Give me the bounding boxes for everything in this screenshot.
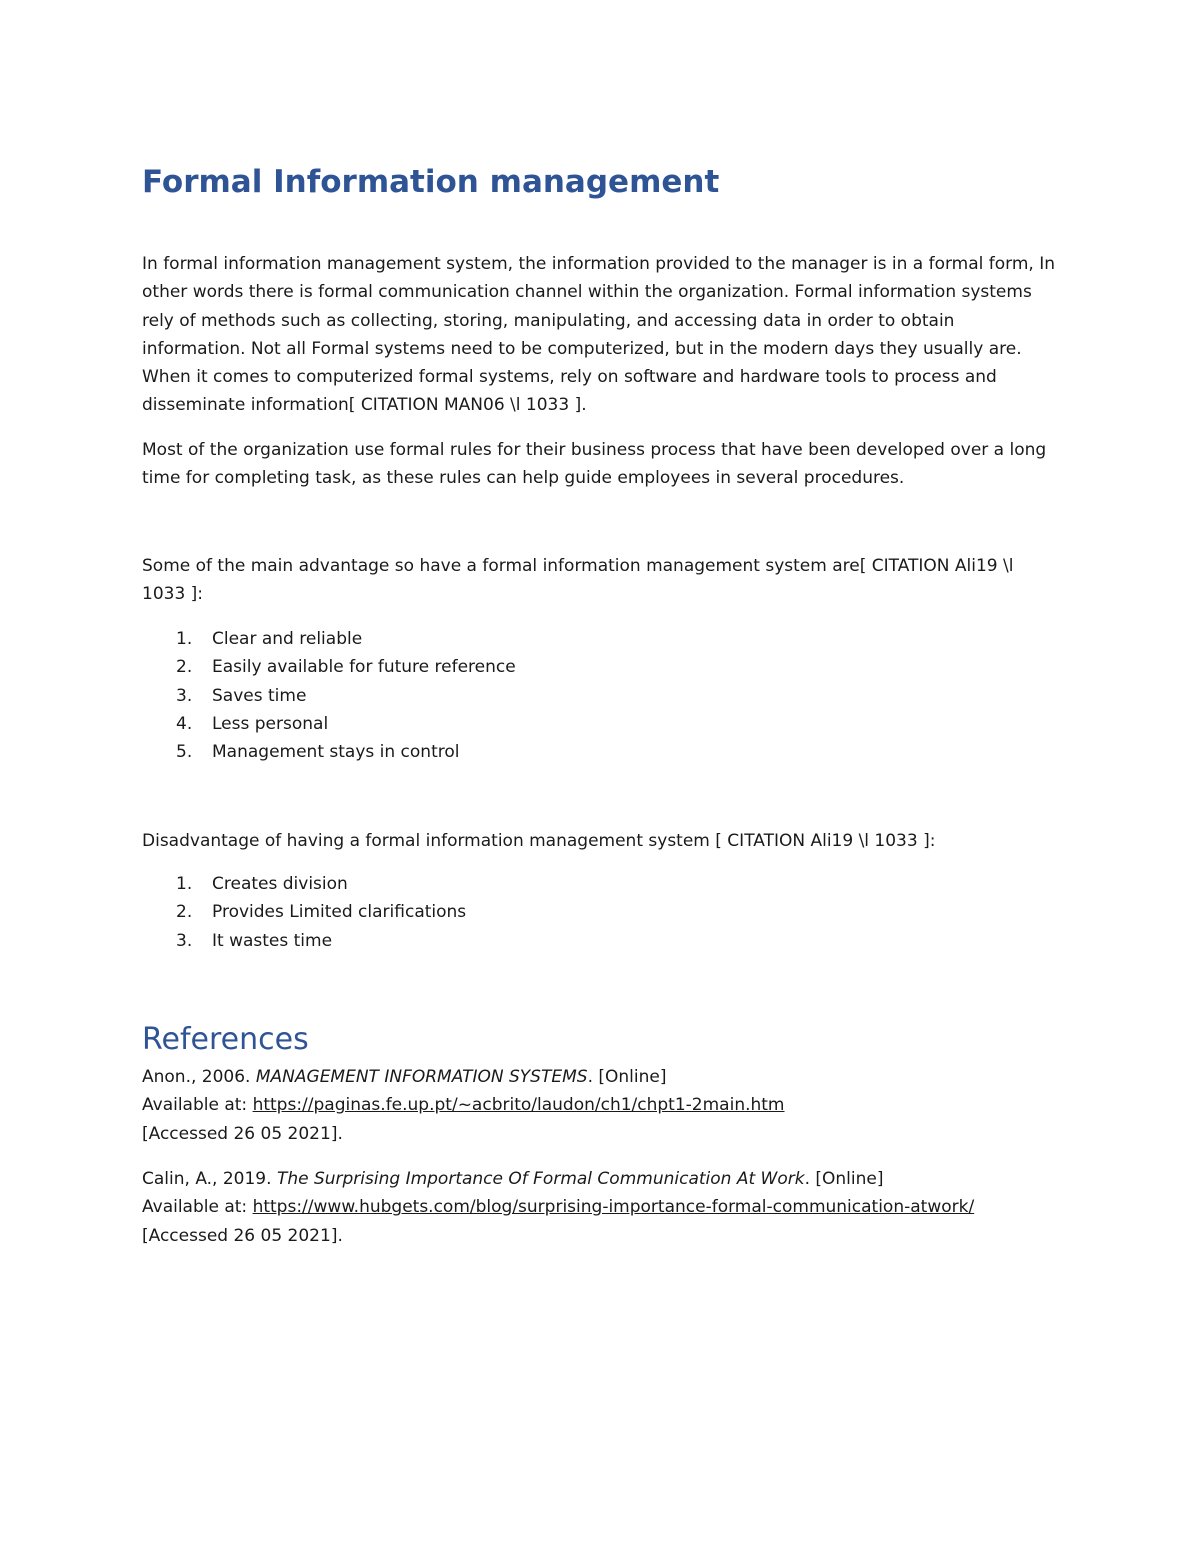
intro-paragraph: In formal information management system, the information provided to the manager is in a formal form, In other words there is formal communication channel within the organization. Formal information systems rely of methods such as collecting, storing, manipulating, and accessing data in order to obtain information. Not all Formal systems need to be computerized, but in the modern days they usually are. When it comes to computerized formal systems, rely on software and hardware tools to process and disseminate information[ CITATION MAN06 \l 1033 ].	[142, 254, 1056, 416]
reference-link[interactable]: https://www.hubgets.com/blog/surprising-importance-formal-communication-atwork/	[252, 1197, 975, 1218]
list-item: 3. It wastes time	[176, 930, 333, 951]
reference-entry: Anon., 2006. MANAGEMENT INFORMATION SYSTEMS. [Online] Available at: https://paginas.fe.up.pt/~acbrito/laudon/ch1/chpt1-2main.htm [Accessed 26 05 2021].	[142, 1067, 785, 1144]
advantages-intro: Some of the main advantage so have a formal information management system are[ CITATION Ali19 \l 1033 ]:	[142, 556, 1014, 605]
list-item: 3. Saves time	[176, 685, 307, 706]
list-item: 5. Management stays in control	[176, 742, 460, 763]
list-item: 1. Creates division	[176, 874, 348, 894]
advantages-list	[142, 625, 516, 766]
disadvantages-list	[142, 870, 466, 955]
reference-link[interactable]: https://paginas.fe.up.pt/~acbrito/laudon/ch1/chpt1-2main.htm	[252, 1095, 785, 1116]
list-item: 1. Clear and reliable	[176, 629, 363, 649]
list-item: 4. Less personal	[176, 713, 329, 734]
list-item: 2. Provides Limited clarifications	[176, 902, 467, 923]
disadvantages-intro: Disadvantage of having a formal information management system [ CITATION Ali19 \l 1033 ]:	[142, 831, 936, 851]
list-item: 2. Easily available for future reference	[176, 657, 516, 678]
rules-paragraph: Most of the organization use formal rules for their business process that have been developed over a long time for completing task, as these rules can help guide employees in several procedures.	[142, 440, 1047, 489]
references-heading: References	[142, 1022, 309, 1057]
document-title: Formal Information management	[142, 164, 720, 200]
reference-entry: Calin, A., 2019. The Surprising Importance Of Formal Communication At Work. [Online] Available at: https://www.hubgets.com/blog/surprising-importance-formal-communication-atwork/ [Accessed 26 05 2021].	[142, 1169, 975, 1246]
